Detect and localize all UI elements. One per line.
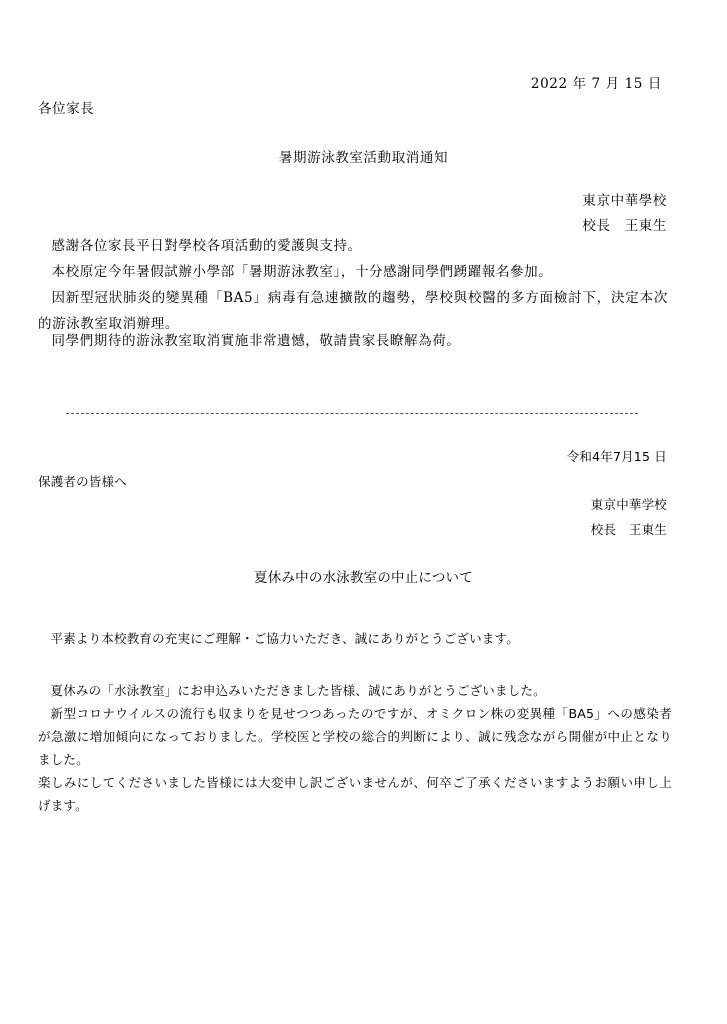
ja-recipient: 保護者の皆様へ <box>38 474 127 489</box>
ja-school-name: 東京中華学校 <box>590 497 667 512</box>
ja-paragraph: 夏休みの「水泳教室」にお申込みいただきました皆様、誠にありがとうございました。 <box>50 683 546 698</box>
ja-paragraph: 新型コロナウイルスの流行も収まりを見せつつあったのですが、オミクロン株の変異種「BA5」への感染者が急激に増加傾向になっておりました。学校医と学校の総合的判断により、誠に残念ながら開催が中止となりました。 <box>38 706 672 767</box>
zh-recipient: 各位家長 <box>38 101 95 117</box>
zh-paragraph: 本校原定今年暑假試辦小學部「暑期游泳教室」，十分感謝同學們踴躍報名參加。 <box>51 264 553 280</box>
zh-principal: 校長 王東生 <box>582 218 667 234</box>
zh-paragraph: 同學們期待的游泳教室取消實施非常遺憾，敬請貴家長瞭解為荷。 <box>51 333 461 349</box>
ja-paragraph: 平素より本校教育の充実にご理解・ご協力いただき、誠にありがとうございます。 <box>50 631 519 646</box>
ja-paragraph: 楽しみにしてくださいました皆様には大変申し訳ございませんが、何卒ご了承くださいますようお願い申し上げます。 <box>38 775 672 813</box>
ja-principal: 校長 王東生 <box>590 522 667 537</box>
ja-date: 令和4年7月15 日 <box>566 449 667 464</box>
zh-date: 2022 年 7 月 15 日 <box>530 76 662 92</box>
section-divider <box>66 413 638 414</box>
zh-paragraph: 感謝各位家長平日對學校各項活動的愛護與支持。 <box>51 238 362 254</box>
ja-title: 夏休み中の水泳教室の中止について <box>254 570 473 586</box>
zh-title: 暑期游泳教室活動取消通知 <box>278 150 449 166</box>
zh-school-name: 東京中華學校 <box>582 193 667 209</box>
zh-paragraph: 因新型冠狀肺炎的變異種「BA5」病毒有急速擴散的趨勢，學校與校醫的多方面檢討下，決定本次的游泳教室取消辦理。 <box>38 290 668 332</box>
